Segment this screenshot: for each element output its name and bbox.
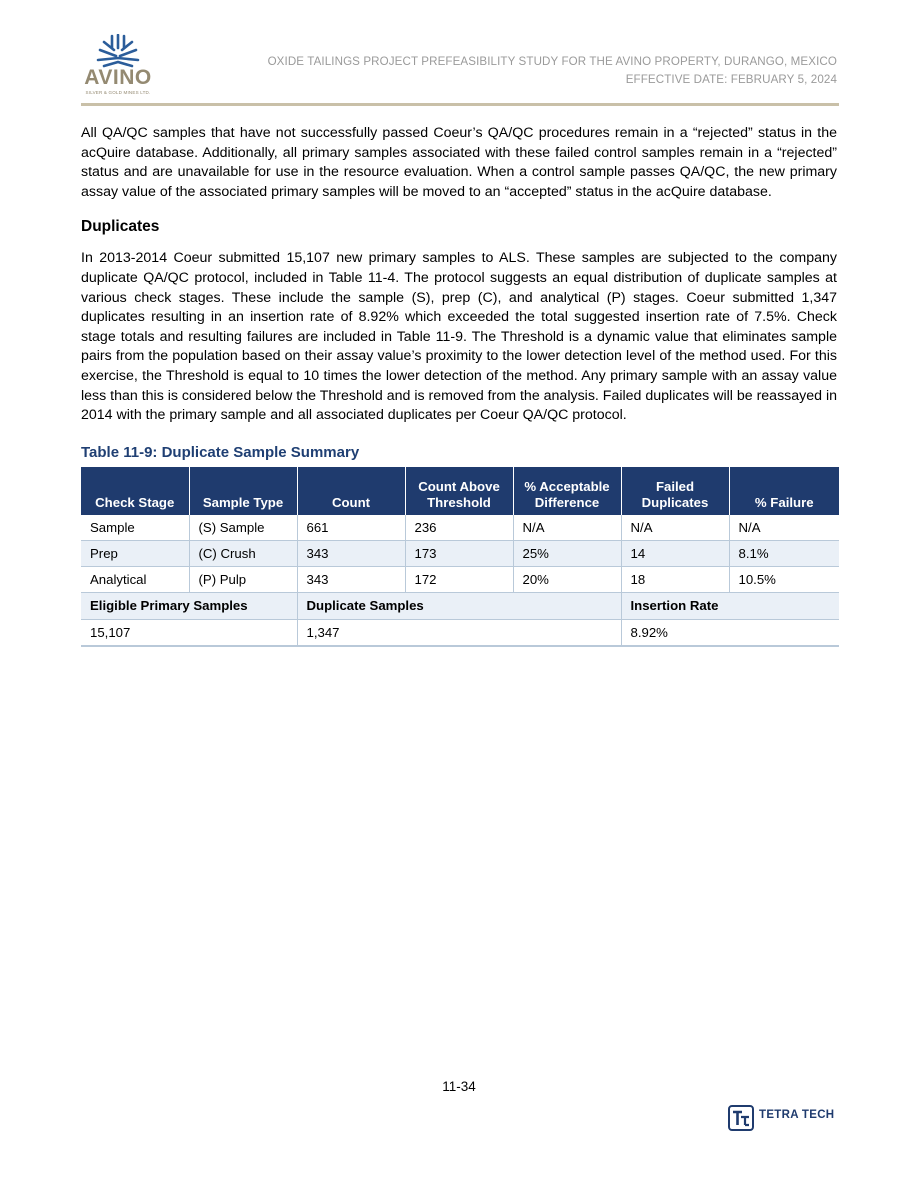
section-heading-duplicates: Duplicates [81,218,160,236]
summary-value-insertion-rate: 8.92% [621,619,839,646]
cell-acceptable-difference: 20% [513,566,621,592]
header-effective-date: EFFECTIVE DATE: FEBRUARY 5, 2024 [625,73,837,86]
header-failed-duplicates: Failed Duplicates [621,467,729,515]
summary-value-row [81,619,839,646]
header-title-line1: OXIDE TAILINGS PROJECT PREFEASIBILITY STUDY FOR THE AVINO PROPERTY, DURANGO, MEXICO [267,55,837,68]
header-check-stage: Check Stage [81,467,189,515]
table-row [81,566,839,592]
paragraph-duplicates: In 2013-2014 Coeur submitted 15,107 new primary samples to ALS. These samples are subjected to the company duplicate QA/QC protocol, included in Table 11-4. The protocol suggests an equal distribution of duplicate samples at various check stages. These include the sample (S), prep (C), and analytical (P) stages. Coeur submitted 1,347 duplicates resulting in an insertion rate of 8.92% which exceeded the total suggested insertion rate of 7.5%. Check stage totals and resulting failures are included in Table 11-9. The Threshold is a dynamic value that eliminates sample pairs from the population based on their assay value’s proximity to the lower detection level of the method used. For this exercise, the Threshold is equal to 10 times the lower detection of the method. Any primary sample with an assay value less than this is considered below the Threshold and is removed from the analysis. Failed duplicates will be reassayed in 2014 with the primary sample and all associated duplicates per Coeur QA/QC protocol. [81,250,838,424]
cell-sample-type: (S) Sample [189,515,297,541]
cell-acceptable-difference: N/A [513,515,621,541]
logo-wordmark: AVINO [84,66,152,89]
cell-failure-percent: 10.5% [729,566,839,592]
header-divider [81,103,839,106]
header-failure-percent: % Failure [729,467,839,515]
page-content [81,124,837,647]
table-caption: Table 11-9: Duplicate Sample Summary [81,443,360,461]
paragraph-qaqc-rejected: All QA/QC samples that have not successfully passed Coeur’s QA/QC procedures remain in a “rejected” status in the acQuire database. Additionally, all primary samples associated with these failed control samples remain in a “rejected” status and are unavailable for use in the resource evaluation. When a control sample passes QA/QC, the new primary assay value of the associated primary samples will be moved to an “accepted” status in the acQuire database. [81,125,837,200]
tetra-tech-logo [728,1105,838,1133]
table-row [81,540,839,566]
duplicate-summary-table [81,467,839,647]
header-acceptable-difference: % Acceptable Difference [513,467,621,515]
table-row [81,515,839,541]
avino-logo [82,34,162,98]
cell-count-above-threshold: 172 [405,566,513,592]
header-sample-type: Sample Type [189,467,297,515]
cell-failure-percent: N/A [729,515,839,541]
cell-check-stage: Analytical [81,566,189,592]
summary-header-duplicate-samples: Duplicate Samples [297,592,621,619]
header-count-above-threshold: Count Above Threshold [405,467,513,515]
cell-count-above-threshold: 173 [405,540,513,566]
table-header-row [81,467,839,515]
cell-count: 343 [297,540,405,566]
summary-header-row [81,592,839,619]
page-number: 11-34 [442,1079,476,1094]
cell-count: 343 [297,566,405,592]
cell-check-stage: Sample [81,515,189,541]
cell-count-above-threshold: 236 [405,515,513,541]
logo-subtitle: SILVER & GOLD MINES LTD. [85,90,151,95]
cell-count: 661 [297,515,405,541]
cell-check-stage: Prep [81,540,189,566]
cell-acceptable-difference: 25% [513,540,621,566]
cell-failed-duplicates: 14 [621,540,729,566]
summary-value-eligible-primary: 15,107 [81,619,297,646]
cell-sample-type: (P) Pulp [189,566,297,592]
tetra-tech-mark-icon [728,1105,754,1131]
summary-value-duplicate-samples: 1,347 [297,619,621,646]
cell-failed-duplicates: 18 [621,566,729,592]
page-header [0,0,918,110]
cell-sample-type: (C) Crush [189,540,297,566]
avino-logo-mark-icon [82,34,154,68]
tetra-tech-wordmark: TETRA TECH [759,1109,835,1121]
summary-header-eligible-primary: Eligible Primary Samples [81,592,297,619]
cell-failed-duplicates: N/A [621,515,729,541]
header-count: Count [297,467,405,515]
summary-header-insertion-rate: Insertion Rate [621,592,839,619]
header-title [268,53,837,89]
cell-failure-percent: 8.1% [729,540,839,566]
